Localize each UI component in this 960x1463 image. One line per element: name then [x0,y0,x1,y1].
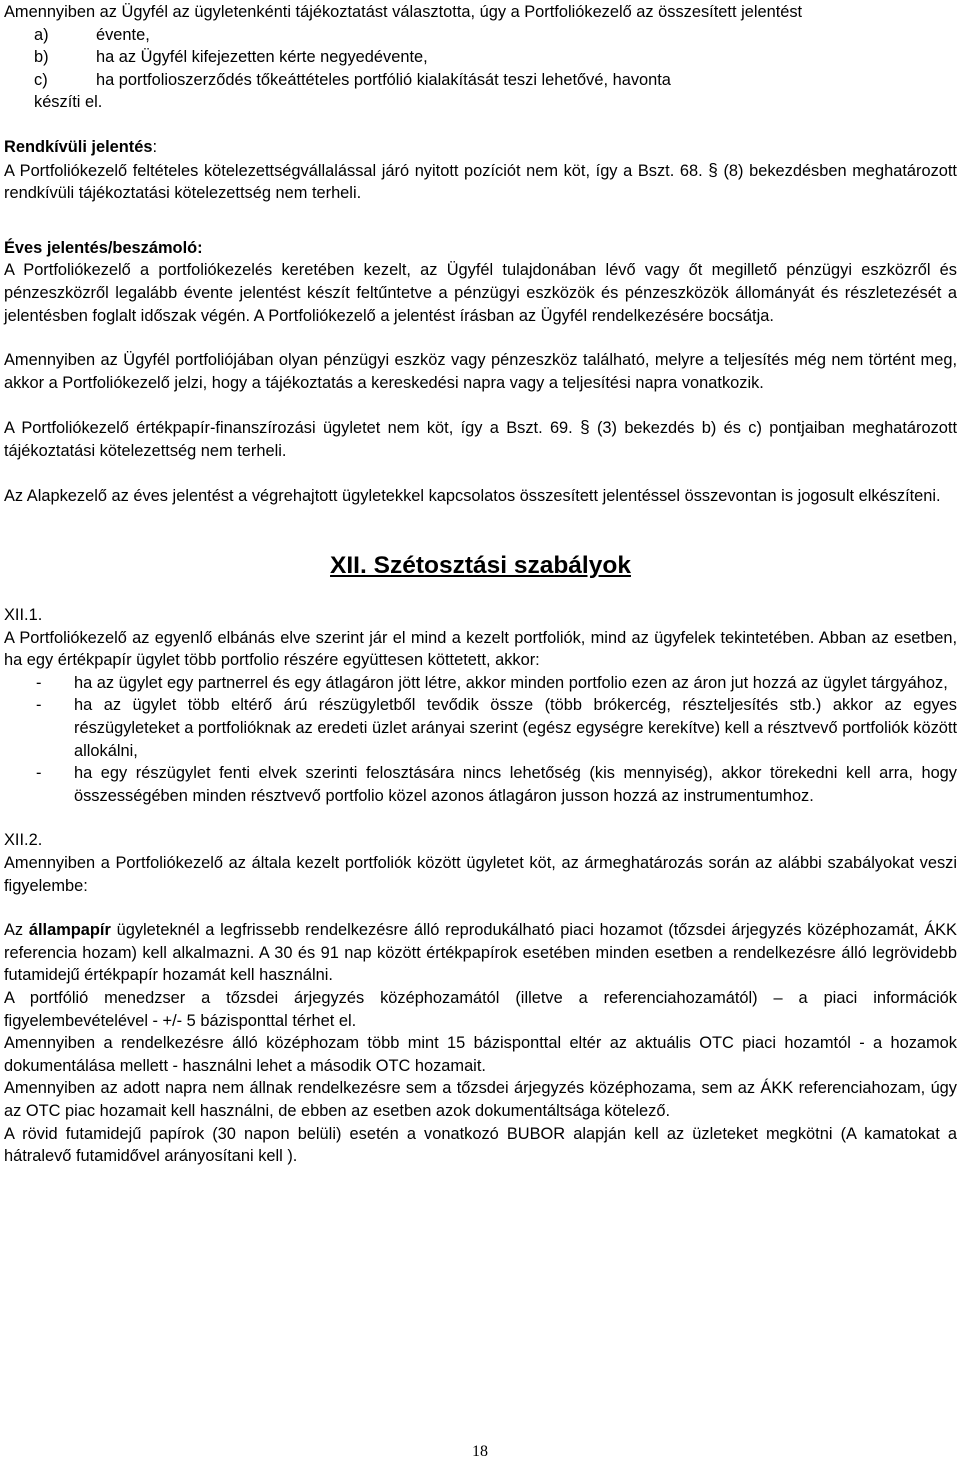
section-2-paragraph: Amennyiben a Portfoliókezelő az általa kezelt portfoliók között ügyletet köt, az ármeghatározás során az alábbi szabályokat veszi figyelembe: [4,854,957,895]
section-2-paragraph-4: Amennyiben az adott napra nem állnak rendelkezésre sem a tőzsdei árjegyzés középhozama, sem az ÁKK referenciahozam, úgy az OTC piac hozamait kell használni, de ebben az esetben azok dokumentáltsága kötelező. [4,1079,957,1120]
list-dash: - [36,673,42,692]
list-dash: - [36,764,42,783]
annual-paragraph-4: Az Alapkezelő az éves jelentést a végrehajtott ügyletekkel kapcsolatos összesített jelentéssel összevontan is jogosult elkészíteni. [4,486,941,505]
extraordinary-title-colon: : [152,137,158,156]
list-marker: b) [34,48,49,67]
annual-p3-text-a: A Portfoliókezelő értékpapír-finanszírozási ügyletet nem köt, így a Bszt. 69. [4,419,573,438]
extraordinary-paragraph [4,159,957,205]
list-item-text: ha az ügylet egy partnerrel és egy átlagáron jött létre, akkor minden portfolio ezen az áron jut hozzá az ügylet tárgyához, [74,673,948,692]
annual-p3-text-b: (3) bekezdés b) és c) pontjaiban meghatározott tájékoztatási kötelezettség nem terheli. [4,419,958,460]
extraordinary-report-heading [4,136,957,159]
section-1-paragraph: A Portfoliókezelő az egyenlő elbánás elve szerint jár el mind a kezelt portfoliók, mind az ügyfelek tekintetében. Abban az esetben, ha egy értékpapír ügylet több portfolio részére együttesen köttetett, akkor: [4,628,957,670]
list-item-text: ha az Ügyfél kifejezetten kérte negyedévente, [96,48,428,67]
section-number-2: XII.2. [4,831,43,850]
chapter-heading: XII. Szétosztási szabályok [330,552,631,580]
list-item-text: ha az ügylet több eltérő árú részügyletből tevődik össze (több brókercég, részteljesítés stb.) akkor az egyes részügyleteket a portfolióknak az eredeti üzlet arányai szerint (egész egységre kerekítve) kell a résztvevő portfoliók között allokálni, [74,696,957,760]
intro-list [4,24,957,92]
extraordinary-text-a: A Portfoliókezelő feltételes kötelezettségvállalással járó nyitott pozíciót nem köt, így a Bszt. 68. [4,161,703,180]
list-item [4,24,957,47]
list-item-text: ha egy részügylet fenti elvek szerinti felosztására nincs lehetőség (kis mennyiség), akkor törekedni kell arra, hogy összességében minden résztvevő portfolio közel azonos átlagáron jusson hozzá az instrumentumhoz. [74,764,957,805]
list-item [4,69,957,92]
government-bond-paragraph [4,919,957,987]
annual-paragraph-3 [4,416,957,462]
extraordinary-text-b: (8) bekezdésben meghatározott rendkívüli tájékoztatási kötelezettség nem terheli. [4,161,957,203]
section-number-1: XII.1. [4,606,43,625]
section-2-paragraph-2: A portfólió menedzser a tőzsdei árjegyzés középhozamától (illetve a referenciahozamától) – a piaci információk figyelembevételével - +/- 5 bázisponttal térhet el. [4,989,957,1030]
section-2-paragraph-3: Amennyiben a rendelkezésre álló középhozam több mint 15 bázisponttal eltér az aktuális OTC piaci hozamtól - a hozamok dokumentálása mellett - használni lehet a második OTC hozamait. [4,1034,957,1075]
allocation-rules-list [4,672,957,808]
list-marker: c) [34,70,48,89]
list-item [4,762,957,807]
list-item-text: évente, [96,25,150,44]
list-marker: a) [34,25,49,44]
section-sign: § [580,417,590,438]
list-item [4,46,957,69]
list-item-text: ha portfolioszerződés tőkeáttételes portfólió kialakítását teszi lehetővé, havonta [96,70,671,89]
page-number: 18 [472,1443,488,1460]
list-dash: - [36,696,42,715]
annual-report-heading: Éves jelentés/beszámoló: [4,238,203,257]
gov-text-b: ügyleteknél a legfrissebb rendelkezésre álló reprodukálható piaci hozamot (tőzsdei árjegyzés középhozamát, ÁKK referencia hozam) kell alkalmazni. A 30 és 91 nap között értékpapírok esetében minden esetben a rendelkezésre álló legrövidebb futamidejű értékpapír hozamát kell használni. [4,921,957,985]
gov-bold-term: állampapír [28,921,111,940]
section-2-paragraph-5: A rövid futamidejű papírok (30 napon belüli) esetén a vonatkozó BUBOR alapján kell az üzleteket megkötni (A kamatokat a hátralevő futamidővel arányosítani kell ). [4,1124,957,1166]
section-sign: § [708,159,718,180]
document-page [4,0,957,1168]
list-item [4,672,957,695]
extraordinary-title: Rendkívüli jelentés [4,137,153,156]
list-item [4,694,957,762]
annual-paragraph-1: A Portfoliókezelő a portfoliókezelés keretében kezelt, az Ügyfél tulajdonában lévő vagy őt megillető pénzügyi eszközről és pénzeszközről legalább évente jelentést készít feltűntetve a pénzügyi eszközök és pénzeszközök állományát és részletezését a jelentésben foglalt időszak végén. A Portfoliókezelő a jelentést írásban az Ügyfél rendelkezésére bocsátja. [4,261,957,325]
intro-tail: készíti el. [34,93,103,112]
gov-text-a: Az [4,921,29,940]
intro-paragraph: Amennyiben az Ügyfél az ügyletenkénti tájékoztatást választotta, úgy a Portfoliókezelő az összesített jelentést [4,3,803,21]
annual-paragraph-2: Amennyiben az Ügyfél portfoliójában olyan pénzügyi eszköz vagy pénzeszköz található, melyre a teljesítés még nem történt meg, akkor a Portfoliókezelő jelzi, hogy a tájékoztatás a kereskedési napra vagy a teljesítési napra vonatkozik. [4,351,957,392]
